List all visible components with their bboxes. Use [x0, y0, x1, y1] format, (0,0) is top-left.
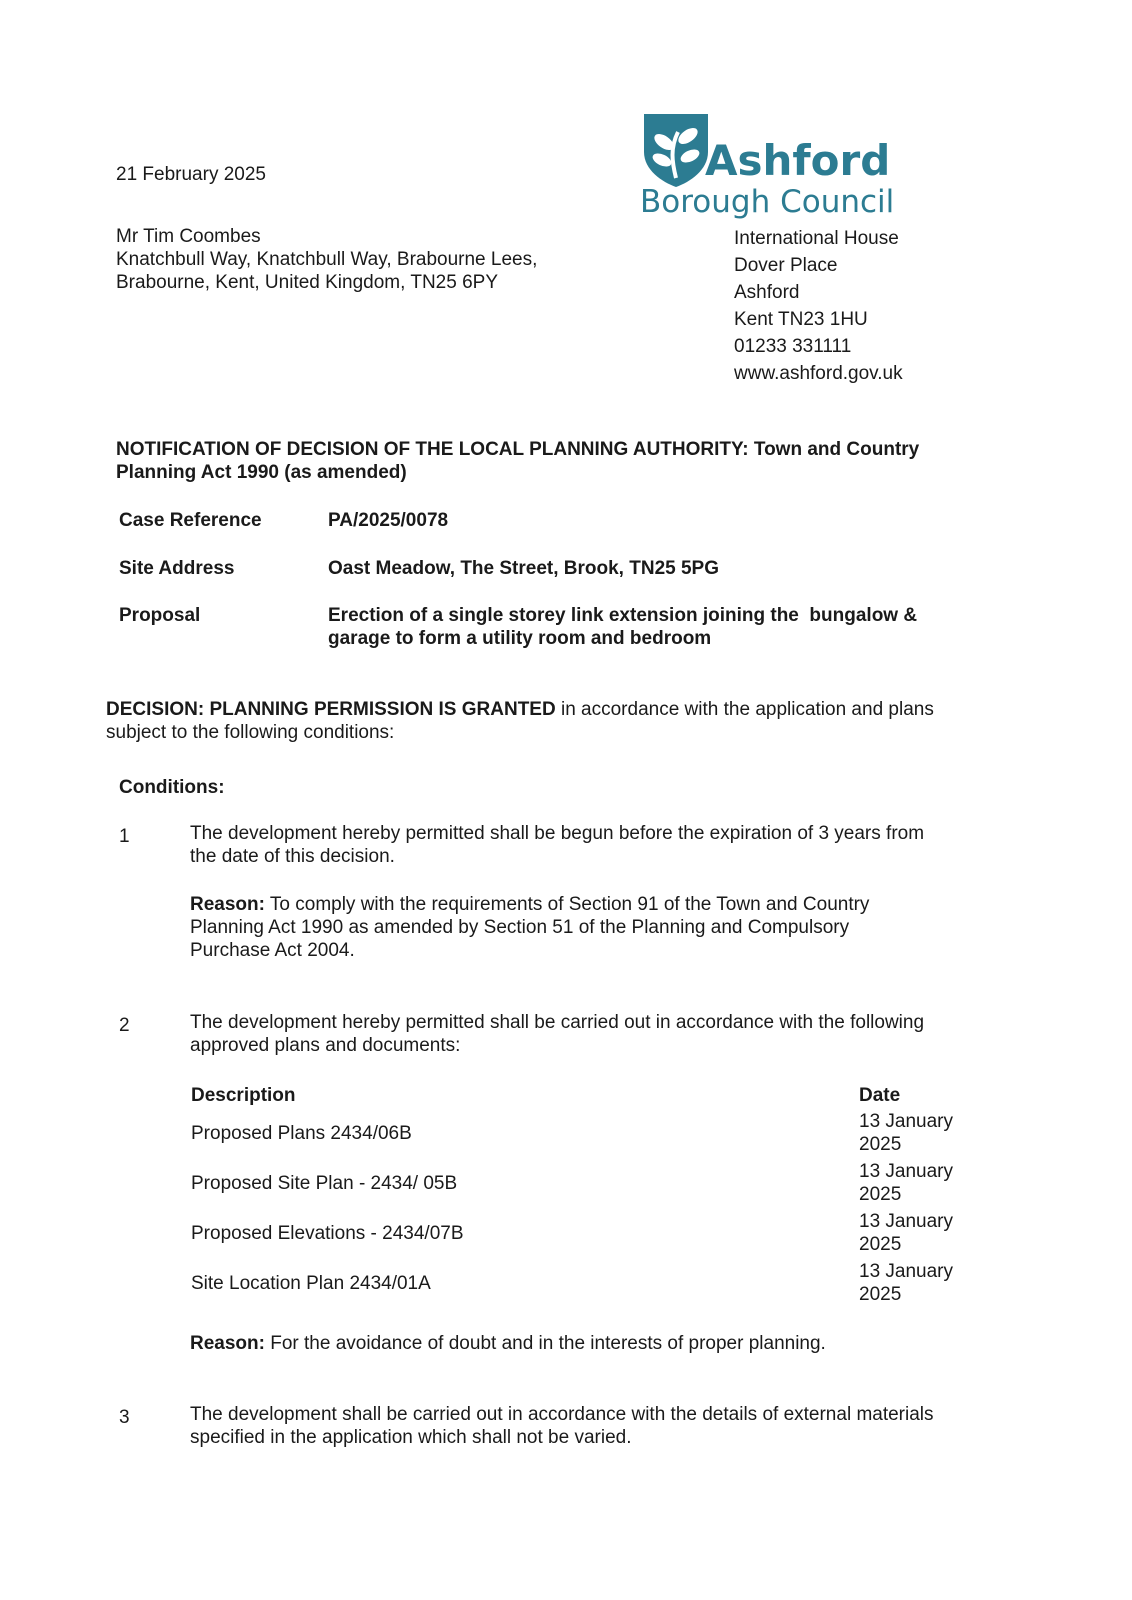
- date-line: 2025: [859, 1234, 902, 1255]
- logo-name: Ashford: [705, 136, 891, 185]
- condition-number: 1: [119, 826, 130, 847]
- date-line: 2025: [859, 1134, 902, 1155]
- condition-3-text: [190, 1403, 934, 1449]
- recipient-block: [116, 225, 537, 294]
- date-line: 13 January: [859, 1261, 954, 1282]
- proposal-label: Proposal: [119, 605, 201, 626]
- condition-text-line: The development shall be carried out in accordance with the details of external materials: [190, 1404, 934, 1425]
- decision-label: DECISION: PLANNING PERMISSION IS GRANTED: [106, 699, 556, 720]
- table-header-date: Date: [859, 1085, 901, 1106]
- logo-subtitle: Borough Council: [640, 184, 895, 220]
- recipient-name: Mr Tim Coombes: [116, 226, 261, 247]
- case-reference-value: PA/2025/0078: [328, 510, 449, 531]
- condition-1-text: [190, 822, 924, 868]
- case-reference-label: Case Reference: [119, 510, 262, 531]
- shield-leaf-icon: [642, 112, 712, 188]
- site-address-label: Site Address: [119, 558, 235, 579]
- condition-2-reason: [190, 1332, 826, 1355]
- address-line: Kent TN23 1HU: [734, 309, 868, 330]
- date-line: 13 January: [859, 1161, 954, 1182]
- table-row-date: [859, 1110, 953, 1156]
- condition-text-line: The development hereby permitted shall be carried out in accordance with the following: [190, 1012, 925, 1033]
- site-address-value: Oast Meadow, The Street, Brook, TN25 5PG: [328, 558, 720, 579]
- table-row-description: Proposed Plans 2434/06B: [191, 1123, 412, 1144]
- decision-statement: [106, 698, 934, 744]
- table-row-description: Proposed Elevations - 2434/07B: [191, 1223, 464, 1244]
- table-row-date: [859, 1260, 953, 1306]
- table-row-description: Proposed Site Plan - 2434/ 05B: [191, 1173, 458, 1194]
- recipient-address-line: Knatchbull Way, Knatchbull Way, Brabourne Lees,: [116, 249, 538, 270]
- address-line: Ashford: [734, 282, 800, 303]
- condition-number: 2: [119, 1015, 130, 1036]
- date-line: 13 January: [859, 1111, 954, 1132]
- address-line: Dover Place: [734, 255, 838, 276]
- reason-text: For the avoidance of doubt and in the interests of proper planning.: [264, 1333, 826, 1354]
- date-line: 2025: [859, 1184, 902, 1205]
- date-line: 13 January: [859, 1211, 954, 1232]
- recipient-address-line: Brabourne, Kent, United Kingdom, TN25 6PY: [116, 272, 498, 293]
- reason-label: Reason:: [190, 1333, 265, 1354]
- heading-line: Planning Act 1990 (as amended): [116, 462, 407, 483]
- date-line: 2025: [859, 1284, 902, 1305]
- notification-heading: [116, 438, 919, 484]
- condition-2-text: [190, 1011, 924, 1057]
- letter-date: 21 February 2025: [116, 164, 266, 185]
- phone-number: 01233 331111: [734, 336, 852, 357]
- proposal-line: Erection of a single storey link extension joining the bungalow &: [328, 605, 918, 626]
- heading-line: NOTIFICATION OF DECISION OF THE LOCAL PLANNING AUTHORITY: Town and Country: [116, 439, 920, 460]
- website-link: www.ashford.gov.uk: [734, 363, 903, 384]
- reason-text: Purchase Act 2004.: [190, 940, 355, 961]
- reason-text: Planning Act 1990 as amended by Section 51 of the Planning and Compulsory: [190, 917, 850, 938]
- reason-text: To comply with the requirements of Section 91 of the Town and Country: [264, 894, 870, 915]
- decision-text-line2: subject to the following conditions:: [106, 722, 395, 743]
- condition-text-line: the date of this decision.: [190, 846, 395, 867]
- condition-text-line: specified in the application which shall not be varied.: [190, 1427, 632, 1448]
- table-row-date: [859, 1160, 953, 1206]
- table-row-date: [859, 1210, 953, 1256]
- condition-1-reason: [190, 893, 869, 962]
- proposal-value: [328, 604, 917, 650]
- condition-text-line: The development hereby permitted shall be begun before the expiration of 3 years from: [190, 823, 925, 844]
- condition-number: 3: [119, 1407, 130, 1428]
- council-logo: [640, 112, 895, 222]
- conditions-title: Conditions:: [119, 777, 225, 798]
- table-header-description: Description: [191, 1085, 296, 1106]
- council-address-block: [734, 225, 903, 387]
- proposal-line: garage to form a utility room and bedroom: [328, 628, 712, 649]
- table-row-description: Site Location Plan 2434/01A: [191, 1273, 431, 1294]
- condition-text-line: approved plans and documents:: [190, 1035, 461, 1056]
- reason-label: Reason:: [190, 894, 265, 915]
- decision-text: in accordance with the application and plans: [555, 699, 934, 720]
- address-line: International House: [734, 228, 899, 249]
